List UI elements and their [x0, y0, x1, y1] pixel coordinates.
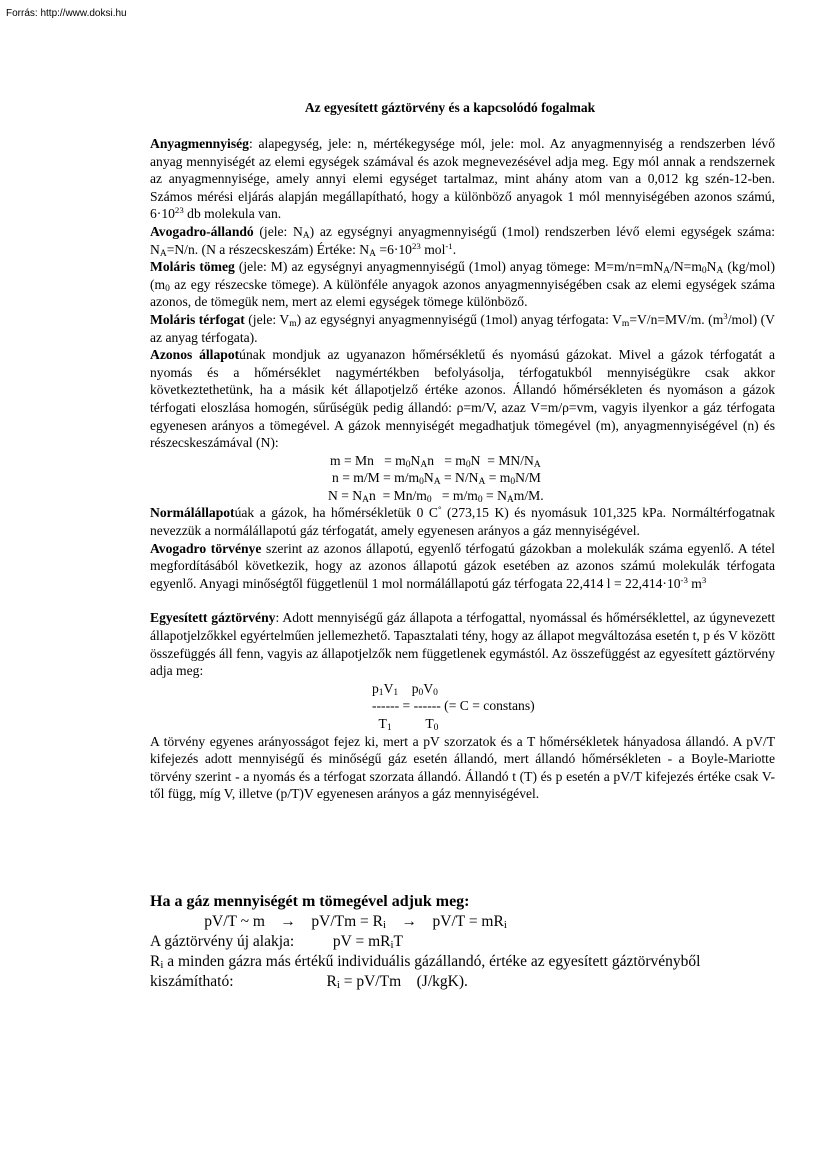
exponent: -3 [680, 574, 688, 585]
text: = pV/Tm (J/kgK). [339, 973, 468, 990]
text: N = N [328, 487, 363, 503]
text: /N=m [670, 259, 702, 275]
text: p [372, 680, 379, 696]
text: p [398, 680, 419, 696]
text: T [372, 716, 387, 731]
text: úak a gázok, ha hőmérsékletük 0 C [234, 505, 438, 521]
subscript: i [382, 919, 386, 931]
text: szerint az azonos állapotú, egyenlő térfogatú gázokban a molekulák száma egyenlő. A tétel megfordításából következik, hogy az azonos állapotú gázok esetében az azonos számú molekulák térfogata egyenlő. Anyagi minőségtől függetlenül 1 mol normálállapotú gáz térfogata 22,414 l = 22,414·10 [150, 540, 775, 591]
mass-section [150, 892, 775, 992]
subscript: i [336, 979, 340, 991]
term-avogadro-torvenye: Avogadro törvénye [150, 540, 262, 556]
degree-sign: ° [437, 504, 442, 515]
subscript: A [369, 248, 376, 259]
text: =N/n. (N a részecskeszám) Értéke: N [166, 241, 370, 257]
text: (jele: N [253, 223, 303, 239]
term-anyagmennyiseg: Anyagmennyiség [150, 136, 249, 151]
text: n = m/M = m/m [332, 470, 420, 486]
paragraph-torveny-magyarazat [150, 733, 775, 803]
subscript: m [289, 318, 297, 329]
subscript: A [159, 248, 167, 259]
exponent: 3 [701, 574, 707, 585]
subscript: 0 [465, 459, 471, 470]
text: kiszámítható: R [150, 973, 337, 990]
subscript: 0 [419, 477, 424, 488]
subscript: 0 [418, 687, 424, 698]
paragraph-normalallapot [150, 504, 775, 539]
source-label: Forrás: http://www.doksi.hu [6, 8, 127, 19]
text: . [452, 241, 457, 257]
text: mol [420, 241, 446, 257]
text: n = Mn/m [368, 487, 427, 503]
text: : Adott mennyiségű gáz állapota a térfogattal, nyomással és hőmérséklettel, az úgynevezett állapotjelzőkkel egyértelműen jellemezhető. Tapasztalati tény, hogy az állapot megváltozása esetén t, p és V között összefüggés áll fenn, vagyis az állapotjelzők nem függetlenek egymástól. Az összefüggést az egyesített gáztörvény adja meg: [150, 610, 775, 679]
text: (jele: M) az egységnyi anyagmennyiségű (1mol) anyag tömege: M=m/n=mN [234, 259, 664, 275]
fraction-numerator [150, 680, 775, 698]
text: únak mondjuk az ugyanazon hőmérsékletű és nyomású gázokat. Mivel a gázok térfogatát a nyomás és a hőmérséklet nagymértékben befolyásolja, térfogatukból mennyiségükre csak akkor következtethetünk, ha a másik két állapotjelző értéke azonos. Állandó hőmérsékleten és nyomáson a gázok térfogati eloszlása homogén, sűrűségük pedig állandó: ρ=m/V, azaz V=m/ρ=vm, vagyis ilyenkor a gáz térfogata egyenesen arányos a tömegével. A gázok mennyiségét megadhatjuk tömegével (m), anyagmennyiségével (n) és részecskeszámával (N): [150, 347, 775, 451]
text: : alapegység, jele: n, mértékegysége mól, jele: mol. Az anyagmennyiség a rendszerben lévő anyag mennyiségét az elemi egységek számával és azok megnevezésével adja meg. Egy mól annak a rendszernek az anyagmennyisége, amely annyi elemi egységet tartalmaz, mint ahány atom van a 0,012 kg szén-12-ben. Számos mérési eljárás alapján megállapítható, hogy a különböző anyagok 1 mól mennyiségében azonos számú, 6·10 [150, 136, 775, 222]
text: /mol) (V az anyag térfogata). [150, 311, 775, 345]
term-molaris-tomeg: Moláris tömeg [150, 259, 235, 275]
text: ) az egységnyi anyagmennyiségű (1mol) rendszerben lévő elemi egységek száma: N [150, 223, 776, 257]
text: V [423, 680, 434, 696]
term-normalallapot: Normálállapot [150, 505, 235, 521]
gas-constant-line [150, 952, 775, 972]
text: = m/m [431, 487, 478, 503]
subscript: m [621, 318, 630, 329]
text: =6·10 [376, 241, 412, 257]
paragraph-avogadro-allando [150, 223, 775, 258]
text: V [383, 680, 394, 696]
text: (273,15 K) és nyomásuk 101,325 kPa. Normáltérfogatnak nevezzük a normálállapotú gáz térfogatát, amely egyenesen arányos a gáz mennyiségével. [150, 505, 775, 539]
mass-equation-line [150, 912, 775, 932]
page-title: Az egyesített gáztörvény és a kapcsolódó fogalmak [304, 100, 596, 115]
subscript: 1 [393, 687, 399, 698]
paragraph-molaris-terfogat [150, 311, 775, 346]
equation-2 [150, 469, 775, 487]
text: = N/N [440, 470, 479, 486]
subscript: A [478, 477, 486, 488]
subscript: A [533, 459, 541, 470]
text: R [150, 953, 161, 970]
subscript: A [420, 459, 428, 470]
subscript: A [716, 266, 724, 277]
subscript: 0 [405, 459, 411, 470]
text: N [423, 470, 434, 486]
text: az egy részecske tömege). A különféle anyagok azonos anyagmennyiségében csak az elemi egységek száma azonos, de tömegük nem, mert az elemi egységek tömege különböző. [150, 276, 775, 310]
calculation-line [150, 972, 775, 992]
term-avogadro-allando: Avogadro-állandó [150, 223, 254, 239]
text: A törvény egyenes arányosságot fejez ki, mert a pV szorzatok és a T hőmérsékletek hányadosa állandó. A pV/T kifejezés adott mennyiségű és minőségű gáz esetén állandó, mert állandó hőmérsékleten - a Boyle-Mariotte törvény szerint - a nyomás és a térfogat szorzata állandó. Állandó t (T) és p esetén a pV/T kifejezés értéke csak V-től függ, míg V, illetve (p/T)V egyenesen arányos a gáz mennyiségével. [150, 733, 775, 802]
text: (kg/mol) (m [150, 259, 775, 292]
paragraph-azonos-allapot [150, 346, 775, 452]
subscript: A [433, 477, 441, 488]
subscript: 0 [477, 494, 483, 505]
text: m/M. [513, 487, 544, 503]
subscript: A [506, 494, 514, 505]
exponent: 23 [411, 240, 421, 251]
subscript: i [160, 959, 164, 971]
subscript: i [390, 939, 394, 951]
text: m = Mn = m [330, 452, 406, 468]
text: pV/T ~ m → pV/Tm = R [150, 913, 383, 930]
equation-3 [150, 487, 775, 505]
paragraph-egyesitett-gaztorveny [150, 609, 775, 679]
subscript: 0 [510, 477, 516, 488]
text: = N [482, 487, 507, 503]
subscript: A [663, 266, 671, 277]
spacer [150, 592, 775, 609]
text: T [393, 933, 403, 950]
subscript: 0 [426, 494, 432, 505]
term-azonos-allapot: Azonos állapot [150, 347, 240, 363]
text: N/M [515, 470, 541, 486]
text: m [687, 575, 702, 591]
text: (jele: V [244, 311, 290, 327]
section-heading: Ha a gáz mennyiségét m tömegével adjuk meg: [150, 893, 470, 910]
paragraph-molaris-tomeg [150, 258, 775, 311]
subscript: 0 [433, 723, 439, 733]
exponent: 3 [723, 310, 728, 321]
fraction-denominator [150, 715, 775, 733]
text: ) az egységnyi anyagmennyiségű (1mol) anyag térfogata: V [296, 311, 622, 327]
term-egyesitett-gaztorveny: Egyesített gáztörvény [150, 610, 276, 626]
paragraph-anyagmennyiseg [150, 135, 775, 223]
text: ------ = ------ (= C = constans) [372, 698, 535, 714]
text: =V/n=MV/m. (m [629, 311, 724, 327]
text: A gáztörvény új alakja: pV = mR [150, 933, 391, 950]
fraction-line [150, 697, 775, 715]
subscript: 1 [386, 723, 392, 733]
text: db molekula van. [183, 206, 282, 222]
paragraph-avogadro-torvenye [150, 540, 775, 593]
subscript: 0 [701, 266, 707, 277]
document-body [150, 135, 775, 803]
subscript: 1 [378, 687, 384, 698]
term-molaris-terfogat: Moláris térfogat [150, 311, 245, 327]
text: a minden gázra más értékű individuális gázállandó, értéke az egyesített gáztörvényből [163, 953, 701, 970]
equation-1 [150, 452, 775, 470]
text: N [410, 452, 421, 468]
new-form-line [150, 932, 775, 952]
text: T [391, 716, 434, 731]
text: N [706, 259, 717, 275]
subscript: A [362, 494, 369, 505]
subscript: 0 [433, 687, 438, 698]
subscript: i [503, 919, 507, 931]
subscript: 0 [165, 283, 170, 294]
text: n = m [427, 452, 466, 468]
text: = m [485, 470, 511, 486]
text: → pV/T = mR [386, 913, 504, 930]
exponent: 23 [174, 205, 184, 216]
exponent: -1 [445, 240, 453, 251]
text: N = MN/N [470, 452, 534, 468]
subscript: A [302, 230, 310, 241]
